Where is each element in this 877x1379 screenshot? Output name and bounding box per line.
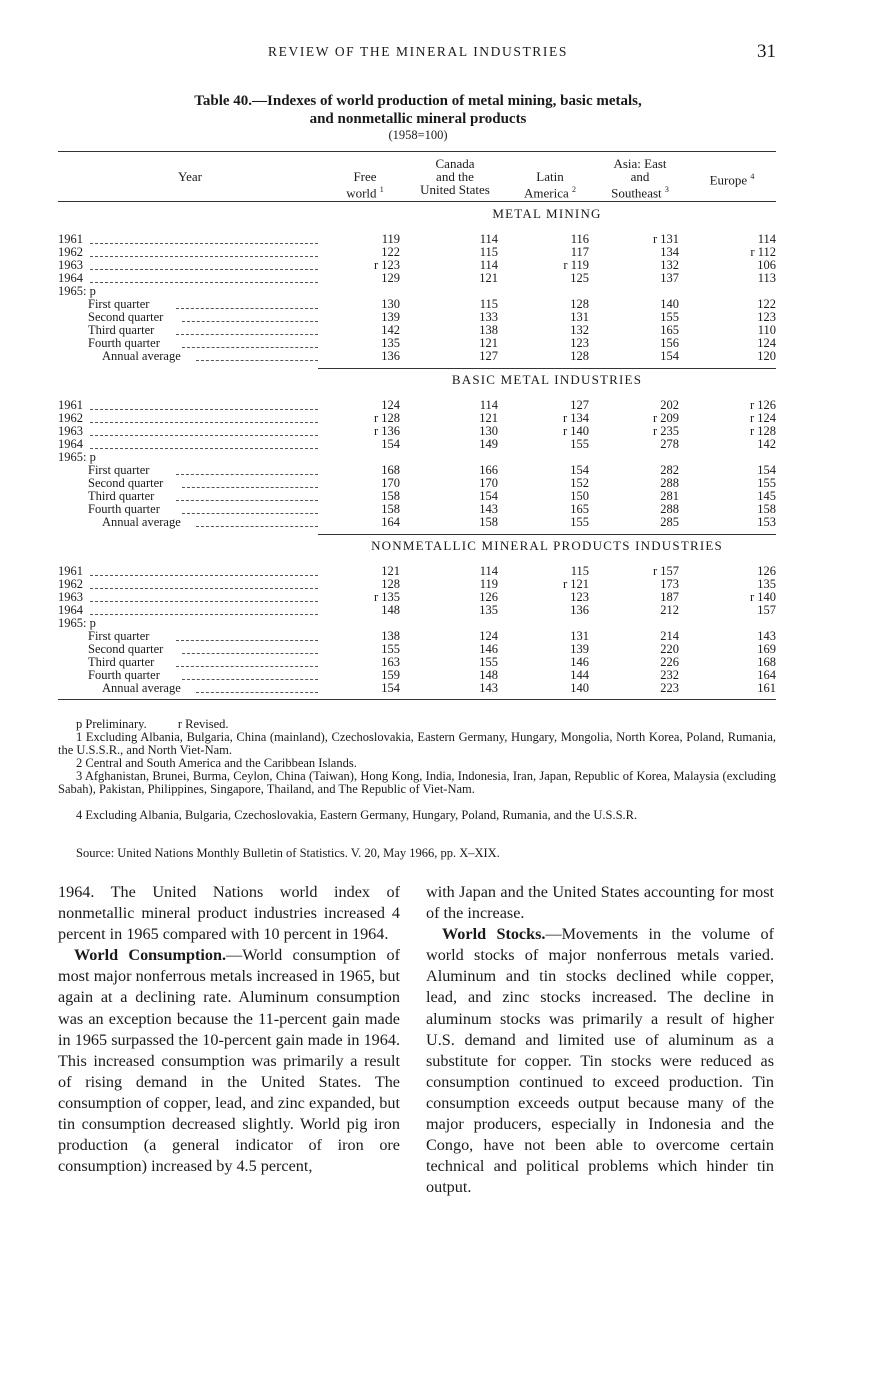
- table-cell: 166: [479, 463, 498, 477]
- dot-leader: [90, 409, 318, 410]
- table-cell: 155: [479, 655, 498, 669]
- row-label: 1961: [58, 398, 83, 412]
- table-cell: 134: [660, 245, 679, 259]
- footnote-preliminary: p Preliminary.: [76, 717, 147, 731]
- table-cell: 114: [479, 258, 498, 272]
- row-label: 1961: [58, 232, 83, 246]
- table-cell: 220: [660, 642, 679, 656]
- row-label: 1962: [58, 245, 83, 259]
- header-canada-us: [405, 157, 505, 196]
- dot-leader: [176, 334, 318, 335]
- table-cell: 126: [757, 564, 776, 578]
- table-cell: 187: [660, 590, 679, 604]
- table-title-line-1: Table 40.—Indexes of world production of metal mining, basic metals,: [194, 93, 642, 109]
- table-title: [58, 92, 778, 128]
- table-cell: 169: [757, 642, 776, 656]
- table-cell: 149: [479, 437, 498, 451]
- table-cell: 133: [479, 310, 498, 324]
- table-cell: 140: [570, 681, 589, 695]
- header-bottom-rule: [58, 201, 776, 202]
- table-cell: 132: [660, 258, 679, 272]
- table-cell: r 126: [749, 398, 776, 412]
- table-cell: 122: [757, 297, 776, 311]
- table-cell: 146: [479, 642, 498, 656]
- row-label: 1965: p: [58, 450, 96, 464]
- run-in-heading: World Stocks.: [442, 925, 546, 944]
- table-cell: r 157: [652, 564, 679, 578]
- dot-leader: [196, 526, 318, 527]
- dot-leader: [90, 614, 318, 615]
- footnote-3: 3 Afghanistan, Brunei, Burma, Ceylon, China (Taiwan), Hong Kong, India, Indonesia, Iran, Japan, Republic of Korea, Malaysia (excluding Sabah), Pakistan, Philippines, Singapore, Thailand, and The Republic of Viet-Nam.: [58, 769, 776, 796]
- table-cell: 155: [570, 515, 589, 529]
- table-cell: 158: [479, 515, 498, 529]
- dot-leader: [90, 256, 318, 257]
- dot-leader: [90, 448, 318, 449]
- row-label: Annual average: [102, 681, 181, 695]
- table-cell: 144: [570, 668, 589, 682]
- table-cell: 106: [757, 258, 776, 272]
- row-label: Annual average: [102, 349, 181, 363]
- section-rule: [318, 534, 776, 535]
- table-cell: 124: [381, 398, 400, 412]
- table-row: [58, 272, 778, 285]
- table-cell: 115: [479, 245, 498, 259]
- table-cell: 130: [381, 297, 400, 311]
- table-cell: r 128: [373, 411, 400, 425]
- table-cell: 148: [381, 603, 400, 617]
- row-label: 1965: p: [58, 284, 96, 298]
- table-cell: 214: [660, 629, 679, 643]
- table-cell: 142: [757, 437, 776, 451]
- dot-leader: [182, 321, 318, 322]
- row-label: 1964: [58, 603, 83, 617]
- table-cell: r 119: [563, 258, 589, 272]
- table-cell: r 136: [373, 424, 400, 438]
- dot-leader: [176, 474, 318, 475]
- table-cell: 226: [660, 655, 679, 669]
- table-cell: r 124: [749, 411, 776, 425]
- table-cell: 110: [757, 323, 776, 337]
- table-cell: 288: [660, 476, 679, 490]
- table-cell: 223: [660, 681, 679, 695]
- table-cell: 122: [381, 245, 400, 259]
- header-asia-line: and: [630, 169, 650, 184]
- table-cell: 285: [660, 515, 679, 529]
- dot-leader: [176, 640, 318, 641]
- table-cell: 281: [660, 489, 679, 503]
- table-cell: r 140: [562, 424, 589, 438]
- row-label: 1961: [58, 564, 83, 578]
- table-cell: 135: [757, 577, 776, 591]
- table-cell: 145: [757, 489, 776, 503]
- row-label: Fourth quarter: [88, 668, 160, 682]
- text-column-right: [426, 882, 774, 1198]
- footnote-4: 4 Excluding Albania, Bulgaria, Czechoslovakia, Eastern Germany, Hungary, Poland, Rumania, and the U.S.S.R.: [76, 808, 638, 822]
- row-label: Annual average: [102, 515, 181, 529]
- row-label: Second quarter: [88, 476, 164, 490]
- table-cell: 115: [479, 297, 498, 311]
- dot-leader: [90, 435, 318, 436]
- header-year: Year: [178, 169, 202, 184]
- section-title: NONMETALLIC MINERAL PRODUCTS INDUSTRIES: [371, 538, 723, 553]
- table-bottom-rule: [58, 699, 776, 700]
- table-cell: 114: [479, 398, 498, 412]
- table-cell: 136: [570, 603, 589, 617]
- header-asia: [592, 157, 688, 199]
- table-source: Source: United Nations Monthly Bulletin of Statistics. V. 20, May 1966, pp. X–XIX.: [76, 846, 500, 860]
- table-cell: 135: [381, 336, 400, 350]
- table-cell: 164: [381, 515, 400, 529]
- table-cell: 143: [479, 502, 498, 516]
- dot-leader: [90, 282, 318, 283]
- table-cell: 157: [757, 603, 776, 617]
- table-cell: 146: [570, 655, 589, 669]
- row-label: 1964: [58, 437, 83, 451]
- table-cell: 137: [660, 271, 679, 285]
- header-asia-line: Southeast $^3$: [611, 185, 669, 201]
- dot-leader: [90, 588, 318, 589]
- table-cell: r 134: [562, 411, 589, 425]
- footnote-1: 1 Excluding Albania, Bulgaria, China (mainland), Czechoslovakia, Eastern Germany, Hungary, Mongolia, North Korea, Poland, Rumania, the U.S.S.R., and North Viet-Nam.: [58, 730, 776, 757]
- table-cell: 138: [381, 629, 400, 643]
- row-label: First quarter: [88, 463, 150, 477]
- table-cell: 150: [570, 489, 589, 503]
- table-cell: 131: [570, 629, 589, 643]
- table-cell: 114: [757, 232, 776, 246]
- header-latin-america-line: America $^2$: [523, 185, 576, 201]
- table-cell: 168: [757, 655, 776, 669]
- table-cell: 143: [757, 629, 776, 643]
- run-in-heading: World Consumption.: [74, 946, 226, 965]
- table-cell: r 121: [562, 577, 589, 591]
- table-cell: 125: [570, 271, 589, 285]
- table-cell: 124: [479, 629, 498, 643]
- row-label: First quarter: [88, 297, 150, 311]
- table-cell: 161: [757, 681, 776, 695]
- header-europe: Europe $^4$: [709, 172, 755, 188]
- table-cell: 168: [381, 463, 400, 477]
- table-cell: 127: [479, 349, 498, 363]
- table-cell: 138: [479, 323, 498, 337]
- table-cell: r 123: [373, 258, 400, 272]
- table-cell: 142: [381, 323, 400, 337]
- dot-leader: [176, 308, 318, 309]
- table-cell: 152: [570, 476, 589, 490]
- table-cell: 123: [570, 336, 589, 350]
- table-cell: 159: [381, 668, 400, 682]
- table-cell: 136: [381, 349, 400, 363]
- paragraph-world-consumption: World Consumption.—World consumption of most major nonferrous metals increased in 1965, but again at a declining rate. Aluminum consumption was an exception because the 11-percent gain made in 1965 surpassed the 10-percent gain made in 1964. This increased consumption was primarily a result of rising demand in the United States. The consumption of copper, lead, and zinc expanded, but tin consumption decreased slightly. World pig iron production (a general indicator of iron ore consumption) increased by 4.5 percent,: [58, 946, 400, 1176]
- table-cell: 154: [570, 463, 589, 477]
- table-cell: 212: [660, 603, 679, 617]
- table-cell: 158: [381, 502, 400, 516]
- header-canada-us-line: United States: [420, 182, 490, 197]
- table-cell: 121: [479, 336, 498, 350]
- dot-leader: [182, 513, 318, 514]
- table-row: [58, 604, 778, 617]
- table-cell: 128: [570, 349, 589, 363]
- table-cell: 288: [660, 502, 679, 516]
- table-row: [58, 682, 778, 695]
- footnote-2: 2 Central and South America and the Caribbean Islands.: [76, 756, 357, 770]
- table-cell: r 209: [652, 411, 679, 425]
- row-label: Fourth quarter: [88, 502, 160, 516]
- row-label: Third quarter: [88, 323, 155, 337]
- table-cell: 170: [479, 476, 498, 490]
- table-cell: 165: [570, 502, 589, 516]
- table-row: [58, 516, 778, 529]
- table-top-rule: [58, 151, 776, 152]
- table-cell: 154: [479, 489, 498, 503]
- table-cell: 278: [660, 437, 679, 451]
- table-cell: 232: [660, 668, 679, 682]
- table-cell: r 140: [749, 590, 776, 604]
- header-canada-us-line: Canada: [435, 156, 475, 171]
- table-cell: r 112: [750, 245, 776, 259]
- table-cell: 139: [570, 642, 589, 656]
- row-label: Second quarter: [88, 310, 164, 324]
- table-cell: 155: [381, 642, 400, 656]
- header-asia-line: Asia: East: [613, 156, 667, 171]
- section-title: BASIC METAL INDUSTRIES: [451, 372, 643, 387]
- section-title: METAL MINING: [492, 206, 602, 221]
- table-cell: 282: [660, 463, 679, 477]
- dot-leader: [90, 575, 318, 576]
- table-cell: r 128: [749, 424, 776, 438]
- table-cell: 143: [479, 681, 498, 695]
- table-cell: 121: [381, 564, 400, 578]
- dot-leader: [90, 269, 318, 270]
- section-rule: [318, 368, 776, 369]
- table-cell: 170: [381, 476, 400, 490]
- dot-leader: [176, 666, 318, 667]
- paragraph: 1964. The United Nations world index of nonmetallic mineral product industries increased 4 percent in 1965 compared with 10 percent in 1964.: [58, 883, 400, 944]
- row-label: 1963: [58, 258, 83, 272]
- table-cell: 115: [570, 564, 589, 578]
- row-label: Second quarter: [88, 642, 164, 656]
- header-free-world: [330, 170, 400, 199]
- table-cell: 124: [757, 336, 776, 350]
- table-base-year: (1958=100): [388, 128, 448, 142]
- table-cell: 126: [479, 590, 498, 604]
- running-head: [58, 41, 778, 64]
- row-label: 1965: p: [58, 616, 96, 630]
- table-cell: 202: [660, 398, 679, 412]
- paragraph: with Japan and the United States accounting for most of the increase.: [426, 883, 774, 923]
- table-cell: 130: [479, 424, 498, 438]
- dot-leader: [182, 347, 318, 348]
- running-head-title: REVIEW OF THE MINERAL INDUSTRIES: [268, 44, 568, 59]
- dot-leader: [90, 243, 318, 244]
- table-cell: 119: [381, 232, 400, 246]
- table-cell: r 135: [373, 590, 400, 604]
- text-column-left: [58, 882, 400, 1177]
- table-cell: 154: [757, 463, 776, 477]
- table-row: [58, 350, 778, 363]
- page-number: 31: [757, 41, 776, 62]
- table-cell: 155: [570, 437, 589, 451]
- table-cell: r 235: [652, 424, 679, 438]
- dot-leader: [182, 487, 318, 488]
- table-cell: 135: [479, 603, 498, 617]
- table-cell: 154: [660, 349, 679, 363]
- table-cell: 164: [757, 668, 776, 682]
- dot-leader: [90, 601, 318, 602]
- table-cell: 131: [570, 310, 589, 324]
- row-label: 1963: [58, 424, 83, 438]
- table-cell: 163: [381, 655, 400, 669]
- table-cell: 153: [757, 515, 776, 529]
- table-cell: 114: [479, 564, 498, 578]
- row-label: 1964: [58, 271, 83, 285]
- footnote-revised: r Revised.: [177, 717, 229, 731]
- row-label: Third quarter: [88, 655, 155, 669]
- table-cell: 114: [479, 232, 498, 246]
- table-cell: 156: [660, 336, 679, 350]
- table-cell: 158: [381, 489, 400, 503]
- dot-leader: [176, 500, 318, 501]
- table-cell: 132: [570, 323, 589, 337]
- table-cell: 120: [757, 349, 776, 363]
- header-free-world-line: world $^1$: [346, 185, 384, 201]
- table-cell: 129: [381, 271, 400, 285]
- table-cell: 121: [479, 411, 498, 425]
- row-label: 1962: [58, 577, 83, 591]
- row-label: Fourth quarter: [88, 336, 160, 350]
- table-title-line-2: and nonmetallic mineral products: [309, 111, 527, 127]
- row-label: First quarter: [88, 629, 150, 643]
- header-canada-us-line: and the: [436, 169, 474, 184]
- dot-leader: [196, 692, 318, 693]
- table-cell: 173: [660, 577, 679, 591]
- table-cell: 127: [570, 398, 589, 412]
- table-cell: 123: [570, 590, 589, 604]
- table-cell: 155: [757, 476, 776, 490]
- row-label: 1963: [58, 590, 83, 604]
- header-free-world-line: Free: [353, 169, 377, 184]
- row-label: Third quarter: [88, 489, 155, 503]
- table-cell: 119: [479, 577, 498, 591]
- header-latin-america: [505, 170, 595, 199]
- table-cell: 113: [757, 271, 776, 285]
- table-cell: 117: [570, 245, 589, 259]
- table-cell: 154: [381, 681, 400, 695]
- table-cell: 139: [381, 310, 400, 324]
- table-cell: 116: [570, 232, 589, 246]
- table-row: [58, 438, 778, 451]
- dot-leader: [90, 422, 318, 423]
- table-cell: 148: [479, 668, 498, 682]
- table-cell: 128: [570, 297, 589, 311]
- table-cell: 123: [757, 310, 776, 324]
- paragraph-world-stocks: World Stocks.—Movements in the volume of world stocks of major nonferrous metals varied. Aluminum and tin stocks declined while copper, lead, and zinc stocks increased. The decline in aluminum stocks was primarily a result of higher U.S. demand and limited use of aluminum as a substitute for copper. Tin stocks were reduced as consumption continued to exceed production. Tin consumption exceeds output because many of the major producers, especially in Indonesia and the Congo, have not been able to overcome certain technical and political problems which hinder tin output.: [426, 925, 774, 1197]
- dot-leader: [182, 653, 318, 654]
- table-cell: 128: [381, 577, 400, 591]
- table-cell: 154: [381, 437, 400, 451]
- row-label: 1962: [58, 411, 83, 425]
- dot-leader: [182, 679, 318, 680]
- table-cell: r 131: [652, 232, 679, 246]
- dot-leader: [196, 360, 318, 361]
- header-latin-america-line: Latin: [536, 169, 564, 184]
- table-cell: 140: [660, 297, 679, 311]
- table-cell: 165: [660, 323, 679, 337]
- table-cell: 158: [757, 502, 776, 516]
- table-cell: 155: [660, 310, 679, 324]
- table-cell: 121: [479, 271, 498, 285]
